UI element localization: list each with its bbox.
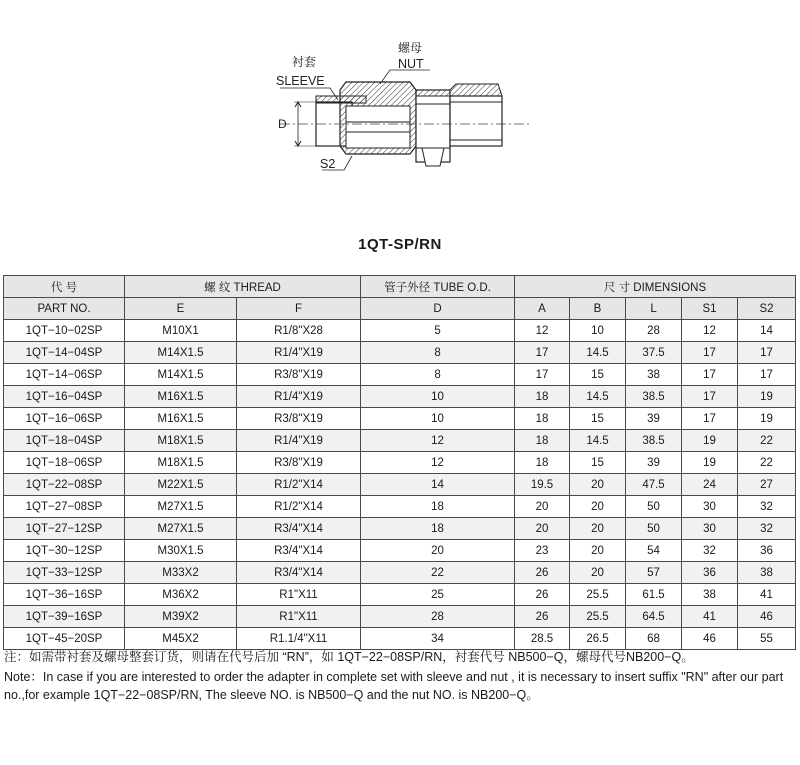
table-cell: R3/4"X14: [237, 518, 361, 540]
dim-s2-label: S2: [320, 157, 336, 171]
table-cell: 17: [515, 364, 570, 386]
table-cell: 61.5: [626, 584, 682, 606]
col-a-header: A: [515, 298, 570, 320]
table-cell: 18: [515, 408, 570, 430]
table-cell: 32: [682, 540, 738, 562]
table-cell: 20: [570, 540, 626, 562]
table-cell: 12: [682, 320, 738, 342]
col-s2-header: S2: [738, 298, 796, 320]
table-cell: M39X2: [125, 606, 237, 628]
spec-table: [3, 275, 796, 650]
table-cell: 68: [626, 628, 682, 650]
table-cell: 15: [570, 364, 626, 386]
thread-end: [450, 96, 502, 146]
col-d-header: D: [361, 298, 515, 320]
table-row: [4, 496, 796, 518]
table-cell: 1QT−39−16SP: [4, 606, 125, 628]
dimensions-header: 尺 寸 DIMENSIONS: [515, 276, 796, 298]
table-cell: 25.5: [570, 584, 626, 606]
table-cell: 46: [682, 628, 738, 650]
table-cell: 23: [515, 540, 570, 562]
table-cell: 26: [515, 584, 570, 606]
table-row: [4, 628, 796, 650]
col-f-header: F: [237, 298, 361, 320]
table-cell: 57: [626, 562, 682, 584]
table-cell: 17: [738, 364, 796, 386]
table-cell: 14.5: [570, 342, 626, 364]
table-cell: M30X1.5: [125, 540, 237, 562]
table-cell: R1"X11: [237, 606, 361, 628]
table-cell: 12: [361, 430, 515, 452]
sleeve-en-label: SLEEVE: [276, 74, 325, 88]
table-cell: R3/4"X14: [237, 562, 361, 584]
table-cell: 17: [682, 342, 738, 364]
col-e-header: E: [125, 298, 237, 320]
table-cell: 55: [738, 628, 796, 650]
table-cell: 15: [570, 408, 626, 430]
table-cell: 1QT−18−04SP: [4, 430, 125, 452]
table-cell: 8: [361, 364, 515, 386]
table-row: [4, 320, 796, 342]
table-cell: 26: [515, 562, 570, 584]
table-cell: 25: [361, 584, 515, 606]
table-cell: 30: [682, 496, 738, 518]
table-cell: 38.5: [626, 430, 682, 452]
col-b-header: B: [570, 298, 626, 320]
table-cell: R1"X11: [237, 584, 361, 606]
table-cell: M36X2: [125, 584, 237, 606]
table-row: [4, 584, 796, 606]
table-cell: 14: [738, 320, 796, 342]
table-cell: 1QT−14−06SP: [4, 364, 125, 386]
table-row: [4, 430, 796, 452]
table-cell: 18: [361, 518, 515, 540]
table-cell: 12: [515, 320, 570, 342]
table-cell: M18X1.5: [125, 430, 237, 452]
table-cell: 36: [738, 540, 796, 562]
table-cell: 18: [515, 386, 570, 408]
table-cell: R3/8"X19: [237, 452, 361, 474]
thread-header: 螺 纹 THREAD: [125, 276, 361, 298]
table-cell: R1/2"X14: [237, 496, 361, 518]
table-row: [4, 452, 796, 474]
table-cell: M16X1.5: [125, 386, 237, 408]
table-cell: 64.5: [626, 606, 682, 628]
table-cell: R1/4"X19: [237, 386, 361, 408]
table-cell: 1QT−10−02SP: [4, 320, 125, 342]
table-cell: 39: [626, 452, 682, 474]
table-cell: 17: [682, 364, 738, 386]
table-cell: 20: [361, 540, 515, 562]
table-cell: 50: [626, 518, 682, 540]
table-cell: 28: [626, 320, 682, 342]
col-s1-header: S1: [682, 298, 738, 320]
table-cell: 41: [682, 606, 738, 628]
table-cell: 20: [570, 496, 626, 518]
table-cell: M27X1.5: [125, 518, 237, 540]
table-cell: 14.5: [570, 430, 626, 452]
table-cell: R3/8"X19: [237, 408, 361, 430]
table-cell: 36: [682, 562, 738, 584]
table-cell: M33X2: [125, 562, 237, 584]
table-cell: 1QT−16−06SP: [4, 408, 125, 430]
table-cell: 15: [570, 452, 626, 474]
nut-en-label: NUT: [398, 57, 424, 71]
table-row: [4, 342, 796, 364]
table-cell: R1/2"X14: [237, 474, 361, 496]
nut-cn-label: 螺母: [398, 41, 423, 55]
table-cell: 1QT−27−08SP: [4, 496, 125, 518]
table-cell: R1.1/4"X11: [237, 628, 361, 650]
table-cell: 30: [682, 518, 738, 540]
table-cell: 22: [361, 562, 515, 584]
table-cell: 17: [738, 342, 796, 364]
table-cell: 20: [570, 518, 626, 540]
table-cell: 32: [738, 518, 796, 540]
table-cell: 19: [738, 386, 796, 408]
table-cell: 17: [682, 386, 738, 408]
table-row: [4, 518, 796, 540]
table-cell: 18: [515, 452, 570, 474]
table-cell: 1QT−33−12SP: [4, 562, 125, 584]
table-cell: 22: [738, 452, 796, 474]
table-cell: 27: [738, 474, 796, 496]
table-cell: 1QT−30−12SP: [4, 540, 125, 562]
note-english: Note：In case if you are interested to order the adapter in complete set with sleeve and nut , it is necessary to insert suffix "RN" after our part no.,for example 1QT−22−08SP/RN, The sleeve NO. is NB500−Q and the nut NO. is NB200−Q。: [4, 670, 784, 702]
table-cell: 38: [738, 562, 796, 584]
note-chinese: 注：如需带衬套及螺母整套订货，则请在代号后加 “RN”，如 1QT−22−08SP/RN，衬套代号 NB500−Q，螺母代号NB200−Q。: [4, 650, 694, 664]
table-cell: 18: [361, 496, 515, 518]
fitting-drawing: [240, 30, 560, 200]
table-row: [4, 562, 796, 584]
table-cell: R3/8"X19: [237, 364, 361, 386]
table-cell: 28: [361, 606, 515, 628]
table-cell: 17: [515, 342, 570, 364]
page-title: 1QT-SP/RN: [358, 236, 442, 253]
table-cell: 38: [626, 364, 682, 386]
table-cell: 47.5: [626, 474, 682, 496]
table-cell: M16X1.5: [125, 408, 237, 430]
table-cell: 26.5: [570, 628, 626, 650]
table-cell: M14X1.5: [125, 342, 237, 364]
table-cell: R1/4"X19: [237, 342, 361, 364]
table-cell: 24: [682, 474, 738, 496]
table-cell: 38.5: [626, 386, 682, 408]
table-row: [4, 540, 796, 562]
table-cell: 1QT−16−04SP: [4, 386, 125, 408]
table-cell: 20: [570, 474, 626, 496]
table-cell: 10: [361, 408, 515, 430]
col-l-header: L: [626, 298, 682, 320]
table-cell: 10: [361, 386, 515, 408]
table-row: [4, 386, 796, 408]
table-cell: 34: [361, 628, 515, 650]
table-cell: 22: [738, 430, 796, 452]
table-cell: 39: [626, 408, 682, 430]
table-cell: 25.5: [570, 606, 626, 628]
table-cell: 20: [515, 496, 570, 518]
table-cell: 26: [515, 606, 570, 628]
table-cell: 18: [515, 430, 570, 452]
table-cell: 19: [682, 452, 738, 474]
table-cell: 1QT−14−04SP: [4, 342, 125, 364]
table-cell: 41: [738, 584, 796, 606]
sleeve-cn-label: 衬套: [292, 55, 317, 69]
table-cell: 54: [626, 540, 682, 562]
table-cell: 14.5: [570, 386, 626, 408]
table-cell: 1QT−18−06SP: [4, 452, 125, 474]
table-cell: M27X1.5: [125, 496, 237, 518]
table-cell: 19.5: [515, 474, 570, 496]
table-cell: 20: [570, 562, 626, 584]
table-cell: 10: [570, 320, 626, 342]
table-cell: 20: [515, 518, 570, 540]
table-cell: R1/4"X19: [237, 430, 361, 452]
table-row: [4, 606, 796, 628]
table-cell: 19: [738, 408, 796, 430]
table-cell: 1QT−27−12SP: [4, 518, 125, 540]
dim-d-label: D: [278, 117, 287, 131]
table-cell: 12: [361, 452, 515, 474]
table-cell: 1QT−22−08SP: [4, 474, 125, 496]
table-cell: R3/4"X14: [237, 540, 361, 562]
table-cell: 8: [361, 342, 515, 364]
table-row: [4, 364, 796, 386]
table-cell: M45X2: [125, 628, 237, 650]
table-cell: 37.5: [626, 342, 682, 364]
table-cell: M14X1.5: [125, 364, 237, 386]
table-row: [4, 474, 796, 496]
table-cell: 28.5: [515, 628, 570, 650]
part-no-header-en: PART NO.: [4, 298, 125, 320]
tube-od-header: 管子外径 TUBE O.D.: [361, 276, 515, 298]
table-cell: M10X1: [125, 320, 237, 342]
table-cell: 14: [361, 474, 515, 496]
table-cell: 32: [738, 496, 796, 518]
table-cell: M18X1.5: [125, 452, 237, 474]
table-row: [4, 408, 796, 430]
table-cell: 38: [682, 584, 738, 606]
table-cell: 19: [682, 430, 738, 452]
table-cell: 46: [738, 606, 796, 628]
table-cell: R1/8"X28: [237, 320, 361, 342]
table-cell: 17: [682, 408, 738, 430]
table-cell: 1QT−45−20SP: [4, 628, 125, 650]
table-cell: 5: [361, 320, 515, 342]
table-cell: 1QT−36−16SP: [4, 584, 125, 606]
table-cell: M22X1.5: [125, 474, 237, 496]
table-cell: 50: [626, 496, 682, 518]
part-no-header-cn: 代 号: [4, 276, 125, 298]
